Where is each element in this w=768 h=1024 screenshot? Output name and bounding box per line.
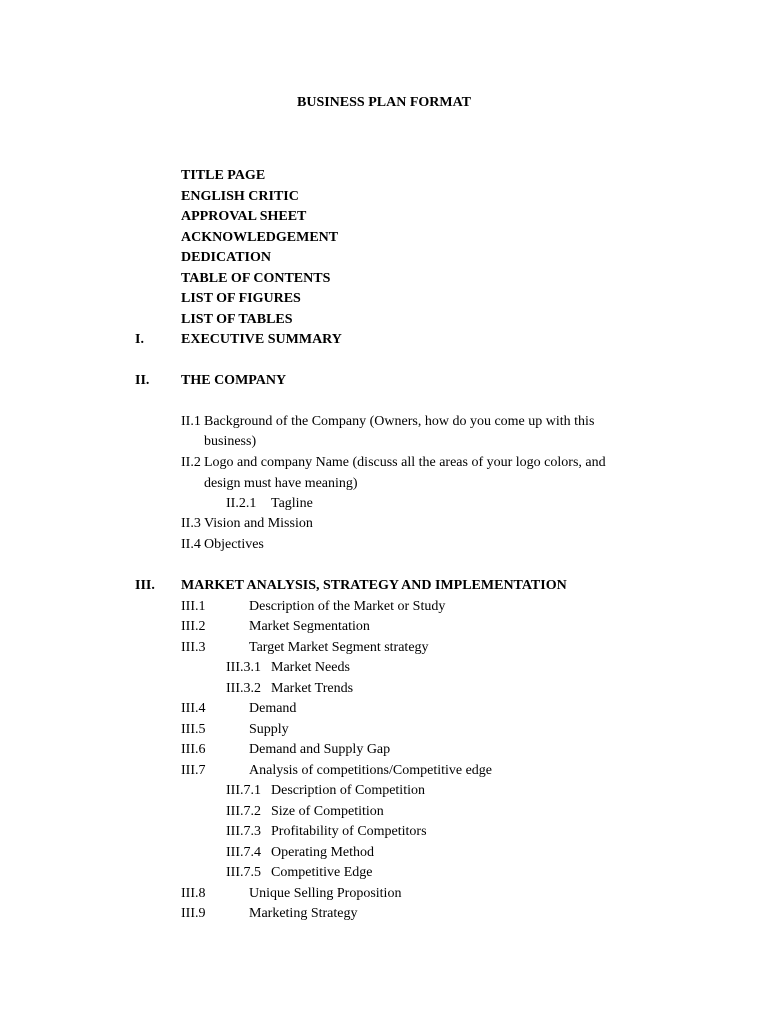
subitem-text: Competitive Edge (271, 865, 373, 880)
item-number: III.5 (181, 722, 206, 737)
item-text: Supply (249, 722, 289, 737)
item-number: III.9 (181, 906, 206, 921)
item-number: III.3 (181, 640, 206, 655)
item-text: Vision and Mission (204, 516, 313, 531)
front-matter-item: LIST OF FIGURES (181, 291, 301, 306)
subitem-number: III.3.1 (226, 660, 261, 675)
item-number: II.4 (181, 537, 201, 552)
subitem-text: Description of Competition (271, 783, 425, 798)
section-heading: THE COMPANY (181, 373, 287, 388)
front-matter-item: DEDICATION (181, 250, 271, 265)
section-numeral: II. (135, 373, 150, 388)
subitem-text: Market Needs (271, 660, 350, 675)
page-title: BUSINESS PLAN FORMAT (297, 95, 471, 110)
item-text: Background of the Company (Owners, how do you come up with this (204, 414, 595, 429)
front-matter-item: TABLE OF CONTENTS (181, 271, 331, 286)
item-text: Marketing Strategy (249, 906, 358, 921)
item-text: Demand (249, 701, 297, 716)
item-number: III.8 (181, 886, 206, 901)
section-heading: MARKET ANALYSIS, STRATEGY AND IMPLEMENTATION (181, 578, 567, 593)
front-matter-item: LIST OF TABLES (181, 312, 293, 327)
section-heading: EXECUTIVE SUMMARY (181, 332, 342, 347)
item-text-continuation: business) (204, 434, 257, 449)
subitem-text: Size of Competition (271, 804, 384, 819)
item-text: Target Market Segment strategy (249, 640, 429, 655)
subitem-text: Profitability of Competitors (271, 824, 427, 839)
subitem-number: III.7.2 (226, 804, 261, 819)
front-matter-item: ENGLISH CRITIC (181, 189, 299, 204)
item-text: Demand and Supply Gap (249, 742, 391, 757)
subitem-text: Operating Method (271, 845, 375, 860)
item-number: II.3 (181, 516, 201, 531)
subitem-text: Market Trends (271, 681, 354, 696)
subitem-number: II.2.1 (226, 496, 257, 511)
item-number: II.1 (181, 414, 201, 429)
front-matter-item: APPROVAL SHEET (181, 209, 307, 224)
subitem-number: III.3.2 (226, 681, 261, 696)
item-number: II.2 (181, 455, 201, 470)
subitem-number: III.7.4 (226, 845, 261, 860)
item-text-continuation: design must have meaning) (204, 476, 358, 491)
section-numeral: III. (135, 578, 155, 593)
item-text: Description of the Market or Study (249, 599, 446, 614)
subitem-number: III.7.1 (226, 783, 261, 798)
section-numeral: I. (135, 332, 144, 347)
item-number: III.2 (181, 619, 206, 634)
item-text: Analysis of competitions/Competitive edge (249, 763, 493, 778)
subitem-number: III.7.3 (226, 824, 261, 839)
item-number: III.1 (181, 599, 206, 614)
item-text: Unique Selling Proposition (249, 886, 402, 901)
item-text: Objectives (204, 537, 264, 552)
front-matter-item: TITLE PAGE (181, 168, 266, 183)
item-text: Market Segmentation (249, 619, 370, 634)
subitem-text: Tagline (271, 496, 313, 511)
item-text: Logo and company Name (discuss all the areas of your logo colors, and (204, 455, 606, 470)
front-matter-item: ACKNOWLEDGEMENT (181, 230, 339, 245)
item-number: III.4 (181, 701, 206, 716)
item-number: III.7 (181, 763, 206, 778)
subitem-number: III.7.5 (226, 865, 261, 880)
item-number: III.6 (181, 742, 206, 757)
